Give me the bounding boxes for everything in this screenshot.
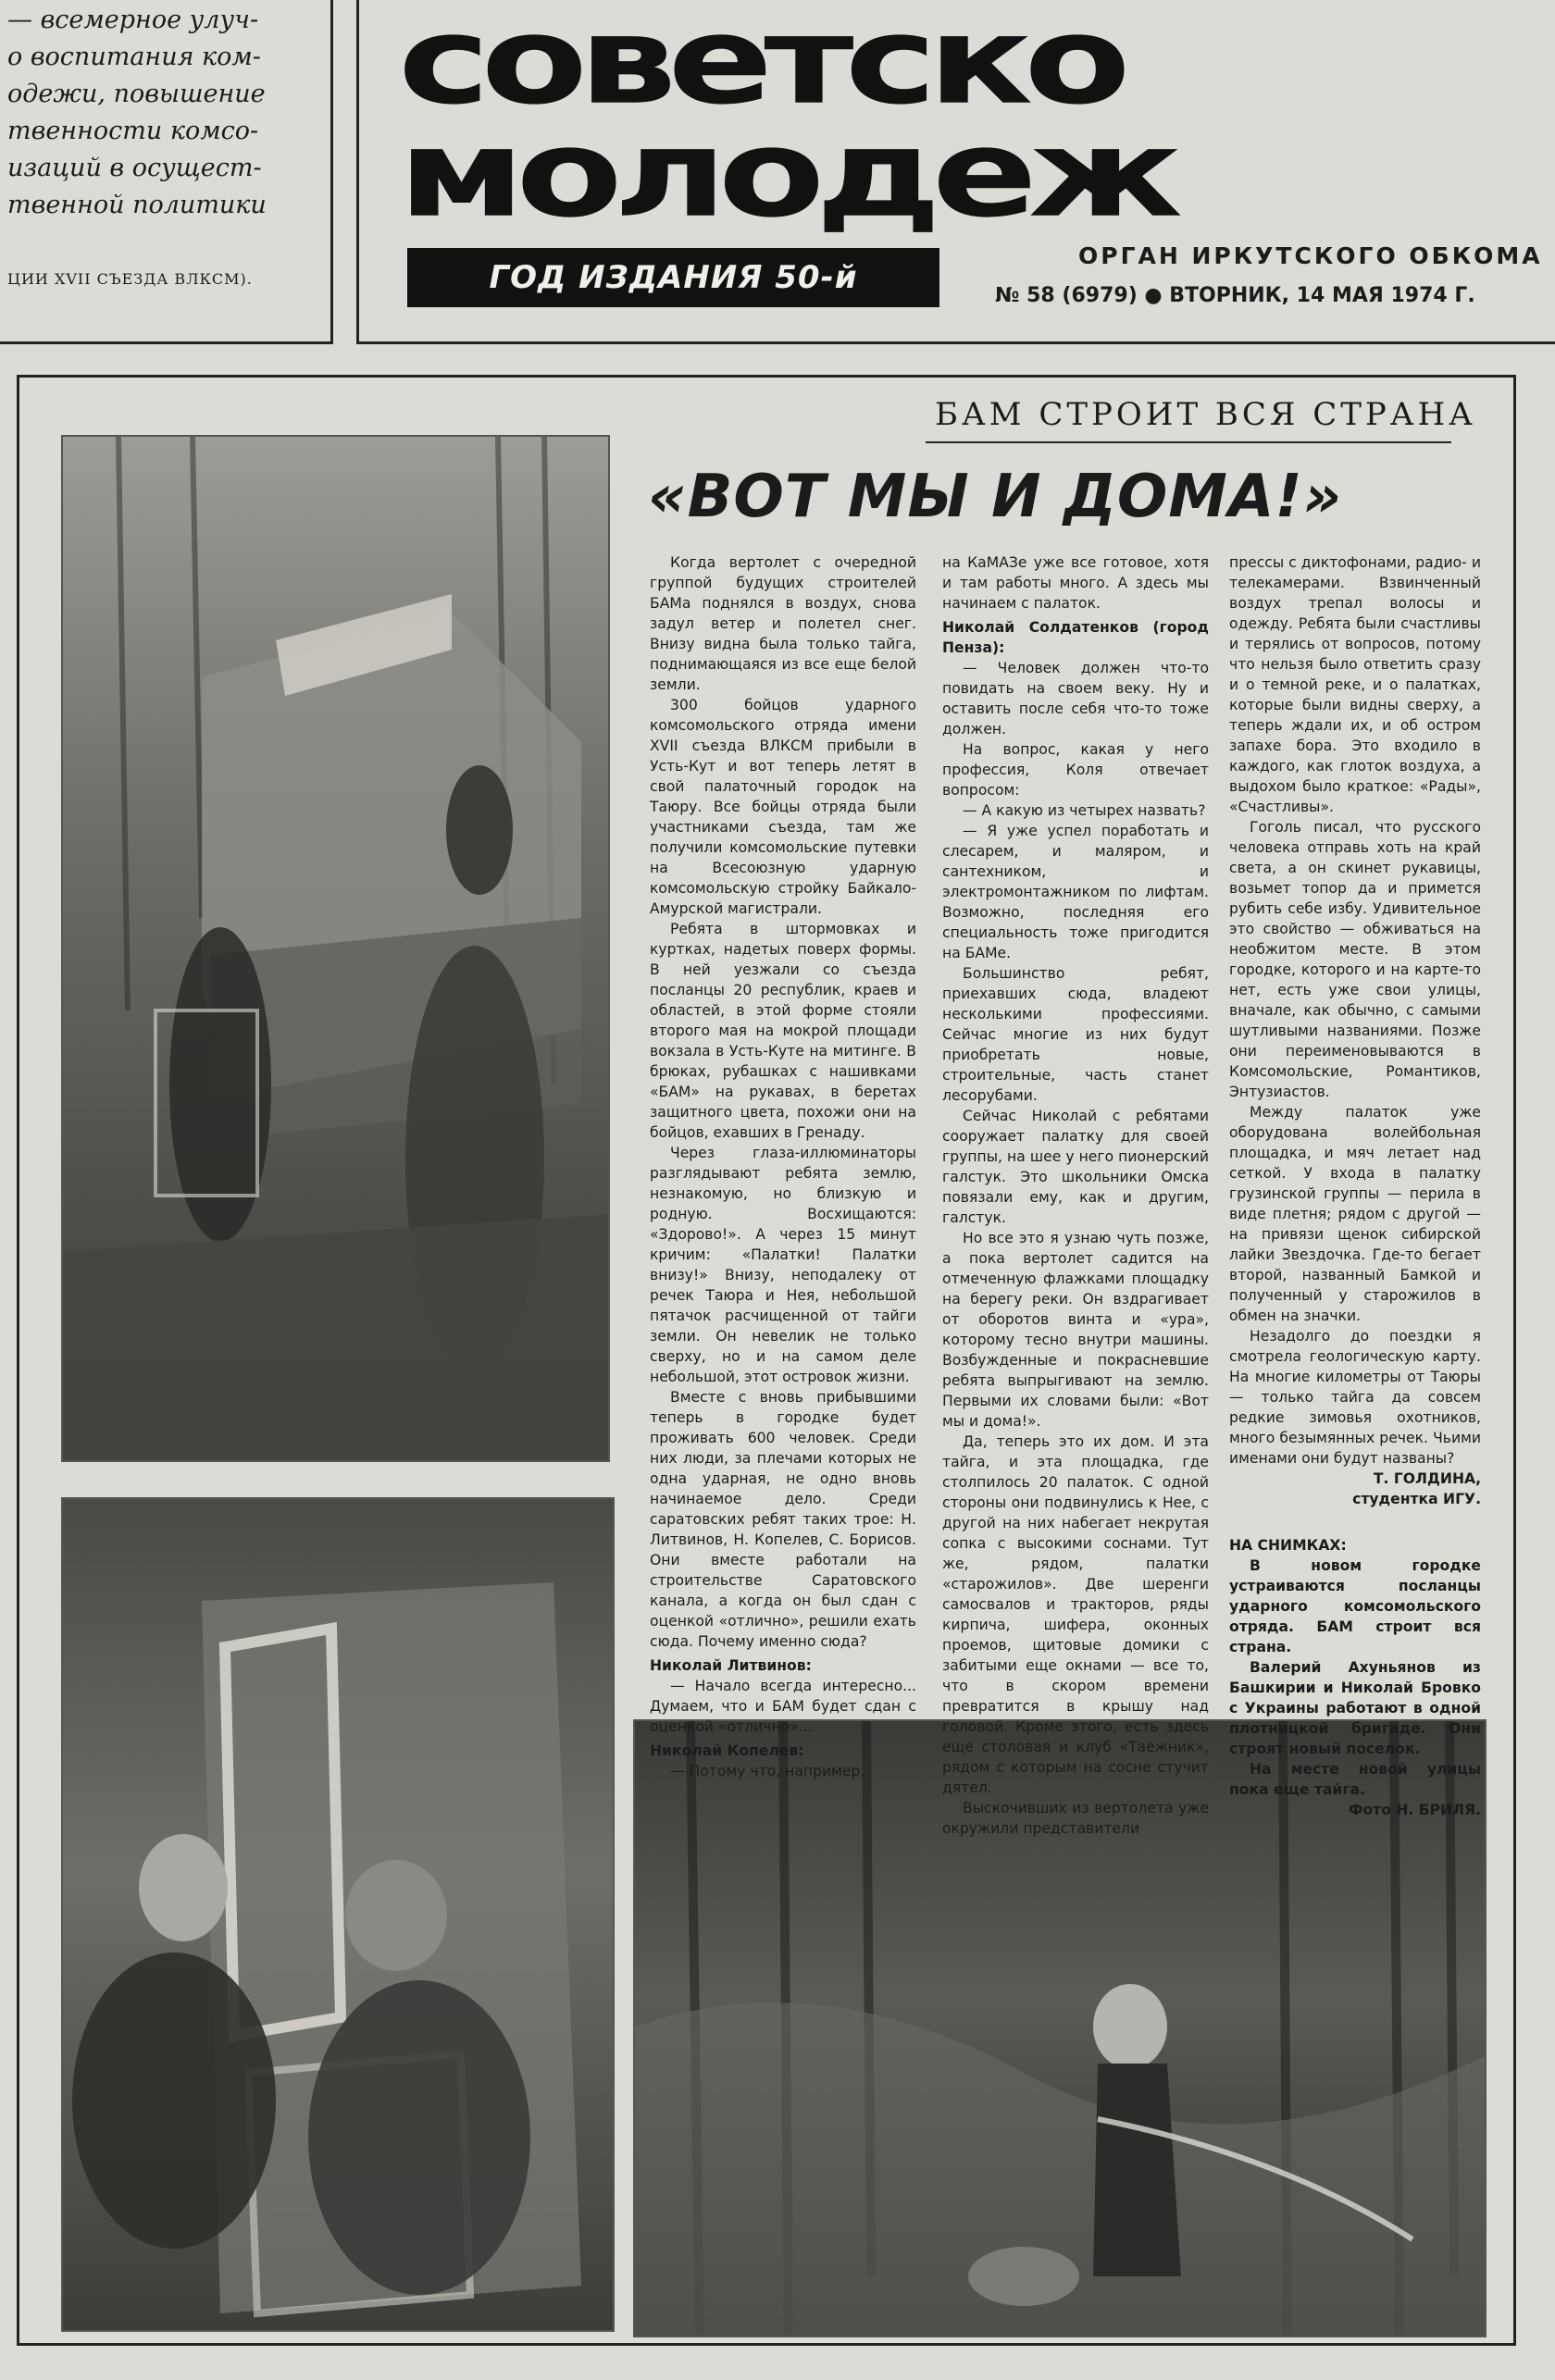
slogan-box <box>0 0 333 344</box>
article-paragraph: Большинство ребят, приехавших сюда, владеют несколькими профессиями. Сейчас многие из них будут приобретать новые, строительные, часть станет лесорубами. <box>942 965 1209 1104</box>
photo-caption: В новом городке устраиваются посланцы ударного комсомольского отряда. БАМ строит вся страна. <box>1229 1557 1481 1655</box>
slogan-line: твенной политики <box>7 191 267 219</box>
article-paragraph: Гоголь писал, что русского человека отправь хоть на край света, а он скинет рукавицы, возьмет топор да и примется рубить себе избу. Удивительное это свойство — обживаться на необжитом месте. В этом городке, которого и на карте-то нет, есть уже свои улицы, вначале, как обычно, с самыми шутливыми названиями. Позже они переименовываются в Комсомольские, Романтиков, Энтузиастов. <box>1229 819 1481 1100</box>
congress-decision-note: ЦИИ XVII СЪЕЗДА ВЛКСМ). <box>7 270 253 288</box>
article-paragraph: Сейчас Николай с ребятами сооружает палатку для своей группы, на шее у него пионерский галстук. Это школьники Омска повязали ему, как и другим, галстук. <box>942 1108 1209 1226</box>
photo-caption: На месте новой улицы пока еще тайга. <box>1229 1761 1481 1798</box>
article-paragraph: Через глаза-иллюминаторы разглядывают ребята землю, незнакомую, но близкую и родную. Восхищаются: «Здорово!». А через 15 минут кричим: «Палатки! Палатки внизу!» Внизу, неподалеку от речек Таюра и Нея, небольшой пятачок расчищенной от тайги земли. Он невелик не только сверху, но и на самом деле небольшой, этот островок жизни. <box>650 1145 916 1385</box>
author-signature: Т. ГОЛДИНА, <box>1373 1470 1481 1487</box>
speaker-quote: — Начало всегда интересно... Думаем, что и БАМ будет сдан с оценкой «отлично»... <box>650 1678 916 1735</box>
article-paragraph: — А какую из четырех назвать? <box>963 802 1206 819</box>
article-paragraph: Но все это я узнаю чуть позже, а пока вертолет садится на отмеченную флажками площадку на берегу реки. Он вздрагивает от оборотов винта и «ура», которому тесно внутри машины. Возбужденные и покрасневшие ребята выпрыгивают на землю. Первыми их словами были: «Вот мы и дома!». <box>942 1230 1209 1430</box>
slogan-line: твенности комсо- <box>7 117 259 145</box>
article-column-1 <box>650 552 916 1781</box>
slogan-line: — всемерное улуч- <box>7 6 259 34</box>
speaker-name: Николай Копелев: <box>650 1742 804 1759</box>
slogan-text <box>7 2 318 224</box>
speaker-name: Николай Солдатенков (город Пенза): <box>942 619 1209 656</box>
captions-heading: НА СНИМКАХ: <box>1229 1537 1347 1554</box>
article-paragraph: На вопрос, какая у него профессия, Коля отвечает вопросом: <box>942 741 1209 799</box>
article-paragraph: 300 бойцов ударного комсомольского отряда имени XVII съезда ВЛКСМ прибыли в Усть-Кут и вот теперь летят в свой палаточный городок на Таюру. Все бойцы отряда были участниками съезда, там же получили комсомольские путевки на Всесоюзную ударную комсомольскую стройку Байкало-Амурской магистрали. <box>650 697 916 917</box>
photo-tent-camp <box>61 435 610 1462</box>
speaker-quote: — Потому что, например, <box>670 1763 865 1779</box>
masthead-divider <box>356 0 359 344</box>
newspaper-title-line2: молодеж <box>398 103 1175 244</box>
year-banner: ГОД ИЗДАНИЯ 50-й <box>407 248 939 307</box>
article-paragraph: — Человек должен что-то повидать на своем веку. Ну и оставить после себя что-то тоже должен. <box>942 660 1209 738</box>
article-paragraph: Когда вертолет с очередной группой будущих строителей БАМа поднялся в воздух, снова задул ветер и полетел снег. Внизу видна была только тайга, поднимающаяся из все еще белой земли. <box>650 554 916 693</box>
article-paragraph: на КаМАЗе уже все готовое, хотя и там работы много. А здесь мы начинаем с палаток. <box>942 554 1209 612</box>
article-paragraph: Да, теперь это их дом. И эта тайга, и эта площадка, где столпилось 20 палаток. С одной стороны они подвинулись к Нее, с другой на них набегает некрутая сопка с высокими соснами. Тут же, рядом, палатки «старожилов». Две шеренги самосвалов и тракторов, ряды кирпича, шифера, оконных проемов, щитовые домики с забитыми еще окнами — все то, что в скором времени превратится в крышу над головой. Кроме этого, есть здесь еще столовая и клуб «Таежник», рядом с которым на сосне стучит дятел. <box>942 1433 1209 1796</box>
slogan-line: одежи, повышение <box>7 80 266 108</box>
slogan-line: о воспитания ком- <box>7 43 261 71</box>
article-paragraph: прессы с диктофонами, радио- и телекамерами. Взвинченный воздух трепал волосы и одежду. Ребята были счастливы и терялись от вопросов, потому что нельзя было ответить сразу и о темной реке, и о палатках, которые были видны сверху, а теперь ждали их, и об остром запахе бора. Это входило в каждого, как глоток воздуха, а выдохом было краткое: «Рады», «Счастливы». <box>1229 554 1481 815</box>
article-rubric: БАМ СТРОИТ ВСЯ СТРАНА <box>935 396 1476 433</box>
article-paragraph: Между палаток уже оборудована волейбольная площадка, и мяч летает над сеткой. У входа в палатку грузинской группы — перила в виде плетня; рядом с другой — на привязи щенок сибирской лайки Звездочка. Где-то бегает второй, названный Бамкой и полученный у старожилов в обмен на значки. <box>1229 1104 1481 1324</box>
rubric-underline <box>926 441 1451 443</box>
photo-credit: Фото Н. БРИЛЯ. <box>1348 1802 1481 1818</box>
issue-number-date: № 58 (6979) ● ВТОРНИК, 14 МАЯ 1974 Г. <box>995 284 1475 307</box>
photo-carpenters <box>61 1497 615 2332</box>
article-column-2 <box>942 552 1209 1839</box>
article-paragraph: Незадолго до поездки я смотрела геологическую карту. На многие километры от Таюры — только тайга да совсем редкие зимовья охотников, много безымянных речек. Чьими именами они будут названы? <box>1229 1328 1481 1467</box>
masthead-bottom-rule <box>356 341 1555 344</box>
article-paragraph: — Я уже успел поработать и слесарем, и маляром, и сантехником, и электромонтажником по лифтам. Возможно, последняя его специальность тоже пригодится на БАМе. <box>942 823 1209 961</box>
author-signature-role: студентка ИГУ. <box>1352 1491 1481 1507</box>
article-paragraph: Ребята в штормовках и куртках, надетых поверх формы. В ней уезжали со съезда посланцы 20 республик, краев и областей, в этой форме стояли второго мая на мокрой площади вокзала в Усть-Куте на митинге. В брюках, рубашках с нашивками «БАМ» на рукавах, в беретах защитного цвета, похожи они на бойцов, ехавших в Гренаду. <box>650 921 916 1141</box>
speaker-name: Николай Литвинов: <box>650 1657 812 1674</box>
publisher-organ: ОРГАН ИРКУТСКОГО ОБКОМА <box>1078 242 1543 269</box>
article-paragraph: Выскочивших из вертолета уже окружили представители <box>942 1800 1209 1837</box>
article-headline: «ВОТ МЫ И ДОМА!» <box>648 463 1343 531</box>
slogan-line: изаций в осущест- <box>7 154 262 182</box>
photo-tent-camp-image <box>63 437 610 1462</box>
photo-caption: Валерий Ахуньянов из Башкирии и Николай Бровко с Украины работают в одной плотницкой бригаде. Они строят новый поселок. <box>1229 1659 1481 1757</box>
newspaper-title-line1: советско <box>398 0 1122 131</box>
article-paragraph: Вместе с вновь прибывшими теперь в городке будет проживать 600 человек. Среди них люди, за плечами которых не одна ударная, не одно вновь начинаемое дело. Среди саратовских ребят таких трое: Н. Литвинов, Н. Копелев, С. Борисов. Они вместе работали на строительстве Саратовского канала, а когда он был сдан с оценкой «отлично», решили ехать сюда. Почему именно сюда? <box>650 1389 916 1650</box>
photo-carpenters-image <box>63 1499 615 2332</box>
article-column-3 <box>1229 552 1481 1820</box>
